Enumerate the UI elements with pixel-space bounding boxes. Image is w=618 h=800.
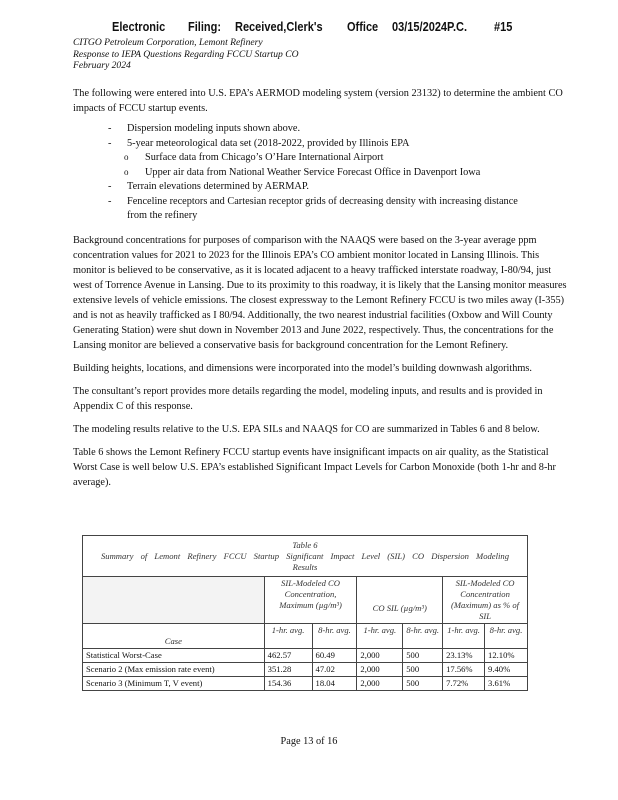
header-electronic: Electronic (112, 20, 166, 34)
header-filing: Filing: (188, 20, 221, 34)
caption-results: Results (292, 562, 318, 572)
cell: 2,000 (357, 677, 403, 691)
table-6 (82, 535, 528, 691)
row-case: Statistical Worst-Case (83, 649, 265, 663)
list-item: - Fenceline receptors and Cartesian receptor grids of decreasing density with increasing distance from the refinery (108, 195, 518, 221)
list-item: - Terrain elevations determined by AERMAP. (108, 181, 310, 192)
table6-paragraph: Table 6 shows the Lemont Refinery FCCU startup events have insignificant impacts on air quality, as the Statistical Worst Case is well below U.S. EPA’s established Significant Impact Levels for Carbon Monoxide (both 1-hr and 8-hr average). (73, 447, 556, 488)
cell: 12.10% (485, 649, 528, 663)
subheader-title: Response to IEPA Questions Regarding FCCU Startup CO (73, 48, 299, 60)
cell: 351.28 (264, 663, 312, 677)
cell: 2,000 (357, 649, 403, 663)
sub-list-item: o Upper air data from National Weather Service Forecast Office in Davenport Iowa (124, 166, 481, 178)
cell: 23.13% (443, 649, 485, 663)
header-office: Office (347, 20, 379, 34)
cell: 9.40% (485, 663, 528, 677)
header-date: 03/15/2024P.C. (392, 20, 468, 34)
filing-header (112, 20, 532, 36)
case-column-header: Case (83, 624, 265, 649)
row-case: Scenario 3 (Minimum T, V event) (83, 677, 265, 691)
page-number: Page 13 of 16 (280, 736, 338, 747)
sil-group-header: CO SIL (µg/m³) (357, 577, 443, 624)
cell: 500 (403, 663, 443, 677)
caption-table-number: Table 6 (292, 540, 318, 550)
row-case: Scenario 2 (Max emission rate event) (83, 663, 265, 677)
sub-list-item: o Surface data from Chicago’s O’Hare International Airport (124, 152, 384, 163)
cell: 7.72% (443, 677, 485, 691)
consultant-paragraph: The consultant’s report provides more details regarding the model, modeling inputs, and results and is provided in Appendix C of this response. (73, 386, 543, 412)
column-header: 1-hr. avg. (264, 624, 312, 649)
background-paragraph: Background concentrations for purposes of comparison with the NAAQS were based on the 3-year average ppm concentration values for 2021 to 2023 for the Illinois EPA’s CO ambient monitor located in Lansing Illinois. This monitor is believed to be conservative, as it is located adjacent to a heavy trafficked interstate roadway, I-80/94, just west of Torrence Avenue in Lansing. Due to its proximity to this roadway, it is likely that the Lansing monitor measures extensive levels of vehicle emissions. The closest expressway to the Lemont Refinery FCCU is two miles away (I-355) and is not as heavily trafficked as I 80/94. Additionally, the two nearest industrial facilities (Oxbow and Will County Generating Station) were shut down in November 2013 and June 2022, respectively. Thus, the concentrations for the Lansing monitor are believed a conservative basis for background concentration for the Lemont Refinery. (73, 235, 567, 351)
modeling-inputs-list (108, 122, 548, 224)
document-subheader (73, 37, 299, 72)
table-row (83, 663, 528, 677)
header-received: Received,Clerk's (235, 20, 323, 34)
results-table (82, 576, 528, 691)
subheader-company: CITGO Petroleum Corporation, Lemont Refinery (73, 37, 263, 48)
column-header: 8-hr. avg. (312, 624, 357, 649)
cell: 60.49 (312, 649, 357, 663)
column-header: 8-hr. avg. (485, 624, 528, 649)
caption-title: Summary of Lemont Refinery FCCU Startup Significant Impact Level (SIL) CO Dispersion Modeling (100, 551, 509, 561)
table-row (83, 677, 528, 691)
cell: 47.02 (312, 663, 357, 677)
cell: 3.61% (485, 677, 528, 691)
intro-paragraph: The following were entered into U.S. EPA’s AERMOD modeling system (version 23132) to determine the ambient CO impacts of FCCU startup events. (73, 88, 563, 114)
list-item: - 5-year meteorological data set (2018-2022, provided by Illinois EPA (108, 137, 410, 149)
column-header: 1-hr. avg. (357, 624, 403, 649)
table-caption (82, 535, 528, 576)
percent-group-header: SIL-Modeled CO Concentration (Maximum) as % of SIL (443, 577, 528, 624)
table-row (83, 649, 528, 663)
body-paragraphs (73, 233, 569, 498)
list-item: - Dispersion modeling inputs shown above. (108, 123, 301, 134)
cell: 462.57 (264, 649, 312, 663)
column-header: 1-hr. avg. (443, 624, 485, 649)
building-paragraph: Building heights, locations, and dimensions were incorporated into the model’s building downwash algorithms. (73, 363, 533, 374)
cell: 154.36 (264, 677, 312, 691)
cell: 18.04 (312, 677, 357, 691)
cell: 2,000 (357, 663, 403, 677)
case-header-blank (83, 577, 265, 624)
cell: 500 (403, 649, 443, 663)
cell: 500 (403, 677, 443, 691)
header-number: #15 (494, 20, 513, 34)
results-paragraph: The modeling results relative to the U.S. EPA SILs and NAAQS for CO are summarized in Tables 6 and 8 below. (73, 424, 540, 435)
subheader-date: February 2024 (73, 60, 131, 71)
column-header: 8-hr. avg. (403, 624, 443, 649)
cell: 17.56% (443, 663, 485, 677)
modeled-group-header: SIL-Modeled CO Concentration, Maximum (µg/m³) (264, 577, 357, 624)
